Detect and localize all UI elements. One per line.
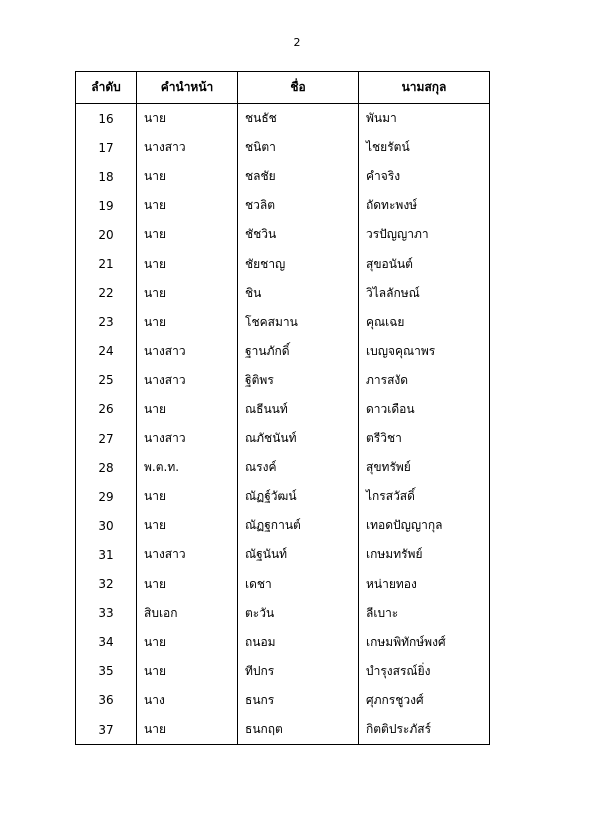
table-row bbox=[76, 540, 490, 569]
cell-no: 22 bbox=[76, 279, 137, 308]
cell-first-name: โชคสมาน bbox=[238, 308, 359, 337]
cell-title: นาย bbox=[137, 657, 238, 686]
table-header-row bbox=[76, 72, 490, 104]
table-row bbox=[76, 482, 490, 511]
cell-first-name: ชลชัย bbox=[238, 162, 359, 191]
cell-first-name: ณัฏฐกานต์ bbox=[238, 511, 359, 540]
cell-title: พ.ต.ท. bbox=[137, 453, 238, 482]
cell-last-name: วิไลลักษณ์ bbox=[359, 279, 490, 308]
cell-last-name: บำรุงสรณ์ยิ่ง bbox=[359, 657, 490, 686]
table-row bbox=[76, 366, 490, 395]
cell-last-name: ลีเบาะ bbox=[359, 599, 490, 628]
cell-first-name: ฐิติพร bbox=[238, 366, 359, 395]
cell-title: นาย bbox=[137, 715, 238, 745]
cell-last-name: กิตติประภัสร์ bbox=[359, 715, 490, 745]
table-row bbox=[76, 395, 490, 424]
cell-no: 34 bbox=[76, 628, 137, 657]
cell-title: นาย bbox=[137, 104, 238, 134]
cell-title: นางสาว bbox=[137, 424, 238, 453]
cell-last-name: ภารสงัด bbox=[359, 366, 490, 395]
cell-title: สิบเอก bbox=[137, 599, 238, 628]
cell-no: 35 bbox=[76, 657, 137, 686]
table-row bbox=[76, 279, 490, 308]
table-row bbox=[76, 249, 490, 278]
cell-first-name: ชัชวิน bbox=[238, 220, 359, 249]
cell-title: นาย bbox=[137, 308, 238, 337]
cell-first-name: ณัฏฐ์วัฒน์ bbox=[238, 482, 359, 511]
table-row bbox=[76, 337, 490, 366]
cell-first-name: ชัยชาญ bbox=[238, 249, 359, 278]
cell-no: 21 bbox=[76, 249, 137, 278]
cell-no: 30 bbox=[76, 511, 137, 540]
header-first-name: ชื่อ bbox=[238, 72, 359, 104]
name-list-table bbox=[75, 71, 490, 745]
cell-last-name: พันมา bbox=[359, 104, 490, 134]
cell-no: 16 bbox=[76, 104, 137, 134]
cell-title: นางสาว bbox=[137, 366, 238, 395]
cell-first-name: ณธีนนท์ bbox=[238, 395, 359, 424]
cell-last-name: ตรีวิชา bbox=[359, 424, 490, 453]
cell-no: 18 bbox=[76, 162, 137, 191]
cell-last-name: เกษมทรัพย์ bbox=[359, 540, 490, 569]
cell-last-name: ดาวเดือน bbox=[359, 395, 490, 424]
table-row bbox=[76, 424, 490, 453]
cell-first-name: ณภัชนันท์ bbox=[238, 424, 359, 453]
cell-title: นาย bbox=[137, 249, 238, 278]
cell-first-name: ชวลิต bbox=[238, 191, 359, 220]
cell-first-name: ตะวัน bbox=[238, 599, 359, 628]
cell-first-name: ถนอม bbox=[238, 628, 359, 657]
cell-title: นาย bbox=[137, 482, 238, 511]
table-row bbox=[76, 133, 490, 162]
cell-no: 26 bbox=[76, 395, 137, 424]
header-no: ลำดับ bbox=[76, 72, 137, 104]
table-row bbox=[76, 628, 490, 657]
table-row bbox=[76, 220, 490, 249]
cell-no: 20 bbox=[76, 220, 137, 249]
header-title: คำนำหน้า bbox=[137, 72, 238, 104]
cell-last-name: ศุภกรชูวงศ์ bbox=[359, 686, 490, 715]
cell-title: นาย bbox=[137, 279, 238, 308]
cell-title: นางสาว bbox=[137, 337, 238, 366]
cell-last-name: คุณเฉย bbox=[359, 308, 490, 337]
cell-first-name: ณรงค์ bbox=[238, 453, 359, 482]
table-row bbox=[76, 104, 490, 134]
cell-first-name: ธนกร bbox=[238, 686, 359, 715]
cell-no: 17 bbox=[76, 133, 137, 162]
cell-title: นาง bbox=[137, 686, 238, 715]
cell-first-name: เดชา bbox=[238, 570, 359, 599]
cell-title: นางสาว bbox=[137, 540, 238, 569]
cell-no: 33 bbox=[76, 599, 137, 628]
table-row bbox=[76, 308, 490, 337]
cell-first-name: ณัฐนันท์ bbox=[238, 540, 359, 569]
cell-title: นาย bbox=[137, 191, 238, 220]
table-row bbox=[76, 453, 490, 482]
cell-last-name: ไชยรัตน์ bbox=[359, 133, 490, 162]
cell-last-name: ถัดทะพงษ์ bbox=[359, 191, 490, 220]
cell-last-name: เกษมพิทักษ์พงศ์ bbox=[359, 628, 490, 657]
cell-last-name: หน่ายทอง bbox=[359, 570, 490, 599]
table-row bbox=[76, 715, 490, 745]
table-row bbox=[76, 686, 490, 715]
cell-title: นาย bbox=[137, 628, 238, 657]
cell-title: นาย bbox=[137, 162, 238, 191]
cell-last-name: สุขอนันต์ bbox=[359, 249, 490, 278]
table-row bbox=[76, 570, 490, 599]
cell-no: 23 bbox=[76, 308, 137, 337]
cell-title: นาย bbox=[137, 395, 238, 424]
cell-last-name: วรปัญญาภา bbox=[359, 220, 490, 249]
cell-last-name: เทอดปัญญากุล bbox=[359, 511, 490, 540]
table-row bbox=[76, 162, 490, 191]
page-number: 2 bbox=[293, 36, 301, 49]
table-row bbox=[76, 599, 490, 628]
cell-first-name: ชนธัช bbox=[238, 104, 359, 134]
cell-title: นาย bbox=[137, 511, 238, 540]
cell-last-name: คำจริง bbox=[359, 162, 490, 191]
cell-last-name: ไกรสวัสดิ์ bbox=[359, 482, 490, 511]
table-row bbox=[76, 191, 490, 220]
cell-first-name: ธนกฤต bbox=[238, 715, 359, 745]
cell-first-name: ฐานภักดิ์ bbox=[238, 337, 359, 366]
table-row bbox=[76, 657, 490, 686]
cell-first-name: ชิน bbox=[238, 279, 359, 308]
cell-no: 29 bbox=[76, 482, 137, 511]
cell-no: 25 bbox=[76, 366, 137, 395]
cell-last-name: เบญจคุณาพร bbox=[359, 337, 490, 366]
cell-no: 24 bbox=[76, 337, 137, 366]
header-last-name: นามสกุล bbox=[359, 72, 490, 104]
cell-no: 31 bbox=[76, 540, 137, 569]
cell-title: นางสาว bbox=[137, 133, 238, 162]
cell-no: 27 bbox=[76, 424, 137, 453]
cell-no: 32 bbox=[76, 570, 137, 599]
cell-no: 36 bbox=[76, 686, 137, 715]
cell-first-name: ชนิตา bbox=[238, 133, 359, 162]
cell-no: 19 bbox=[76, 191, 137, 220]
cell-no: 37 bbox=[76, 715, 137, 745]
cell-last-name: สุขทรัพย์ bbox=[359, 453, 490, 482]
cell-first-name: ทีปกร bbox=[238, 657, 359, 686]
cell-title: นาย bbox=[137, 220, 238, 249]
cell-no: 28 bbox=[76, 453, 137, 482]
table-row bbox=[76, 511, 490, 540]
cell-title: นาย bbox=[137, 570, 238, 599]
